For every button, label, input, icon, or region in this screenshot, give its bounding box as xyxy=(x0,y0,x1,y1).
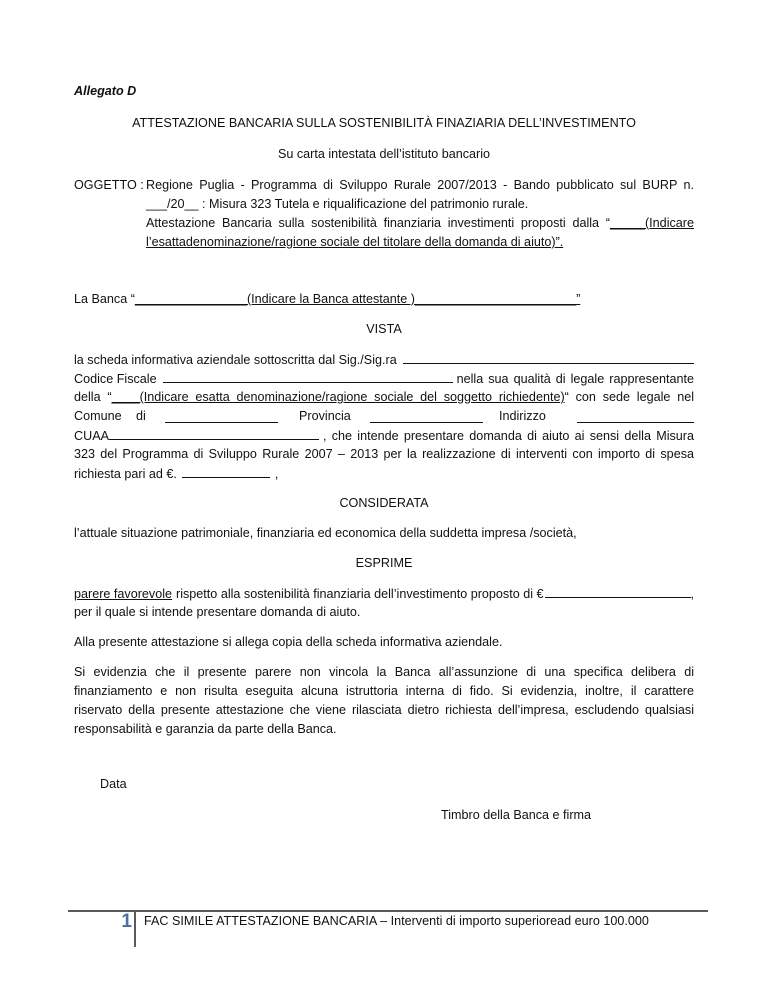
banca-line xyxy=(74,290,694,309)
evidenzia-line-1: Si evidenzia che il presente parere non vincola la Banca all’assunzione di una specifica delibera di xyxy=(74,665,694,679)
della-text: della “ xyxy=(74,390,112,404)
vista-line-1 xyxy=(74,350,694,370)
comune-label: Comune xyxy=(74,409,122,423)
richiesta-pari-text: richiesta pari ad €. xyxy=(74,467,177,481)
oggetto-line-4 xyxy=(146,233,694,252)
denominazione-richiedente-field: ____(Indicare esatta denominazione/ragione sociale del soggetto richiedente) xyxy=(111,390,565,404)
allega-paragraph: Alla presente attestazione si allega copia della scheda informativa aziendale. xyxy=(74,635,503,649)
evidenzia-line-3: riservato della presente attestazione che viene rilasciata dietro richiesta dell’impresa, escludendo qualsiasi xyxy=(74,703,694,717)
oggetto-end-quote: ”. xyxy=(555,235,564,249)
timbro-firma-label: Timbro della Banca e firma xyxy=(441,808,592,822)
banca-suffix: ” xyxy=(576,292,581,306)
attestazione-text: Attestazione Bancaria sulla sostenibilità finanziaria investimenti proposti dalla “ xyxy=(146,216,610,230)
cuaa-label: CUAA xyxy=(74,429,109,443)
evidenzia-line-4: responsabilità e garanzia da parte della Banca. xyxy=(74,722,337,736)
misura-323-text: : Misura 323 Tutela e riqualificazione del patrimonio rurale. xyxy=(198,197,529,211)
scheda-text: la scheda informativa aziendale sottoscritta dal Sig./Sig.ra xyxy=(74,353,397,367)
vista-line-6: 323 del Programma di Sviluppo Rurale 2007 – 2013 per la realizzazione di interventi con importo di spesa xyxy=(74,447,694,461)
codice-fiscale-blank xyxy=(163,369,453,383)
oggetto-label: OGGETTO : xyxy=(74,178,144,192)
sostenibilita-text: rispetto alla sostenibilità finanziaria dell’investimento proposto di € xyxy=(176,587,544,601)
cuaa-blank xyxy=(109,426,319,440)
oggetto-line-2 xyxy=(146,195,694,214)
vista-line-2 xyxy=(74,369,694,389)
sottoscritta-name-blank xyxy=(403,350,694,364)
vista-line-3 xyxy=(74,388,694,407)
vista-line-5 xyxy=(74,426,694,446)
sede-legale-text: “ con sede legale nel xyxy=(564,390,694,404)
document-title: ATTESTAZIONE BANCARIA SULLA SOSTENIBILITÀ FINAZIARIA DELL’INVESTIMENTO xyxy=(132,116,636,130)
banca-name-field: ________________(Indicare la Banca attestante )_______________________ xyxy=(134,292,577,306)
indicare-denominazione-start: _____(Indicare xyxy=(609,216,694,230)
intende-presentare-text: , che intende presentare domanda di aiuto ai sensi della Misura xyxy=(323,429,694,443)
esprime-heading: ESPRIME xyxy=(355,556,413,570)
indirizzo-blank xyxy=(577,409,694,423)
footer-divider xyxy=(134,911,136,947)
richiesta-comma: , xyxy=(274,467,279,481)
banca-prefix: La Banca “ xyxy=(74,292,135,306)
footer-text: FAC SIMILE ATTESTAZIONE BANCARIA – Interventi di importo superioread euro 100.000 xyxy=(144,914,649,928)
parere-favorevole: parere favorevole xyxy=(74,587,173,601)
allegato-label: Allegato D xyxy=(74,84,137,98)
provincia-label: Provincia xyxy=(299,409,351,423)
burp-year-blank: __ xyxy=(184,197,199,211)
document-subtitle: Su carta intestata dell’istituto bancario xyxy=(277,147,491,161)
burp-number-blank: ___ xyxy=(146,197,168,211)
investimento-importo-blank xyxy=(545,584,691,598)
oggetto-line-1: Regione Puglia - Programma di Sviluppo Rurale 2007/2013 - Bando pubblicato sul BURP n. xyxy=(146,178,694,192)
importo-blank xyxy=(182,464,270,478)
indicare-denominazione-end: l’esattadenominazione/ragione sociale del titolare della domanda di aiuto) xyxy=(146,235,556,249)
codice-fiscale-label: Codice Fiscale xyxy=(74,372,157,386)
data-label: Data xyxy=(100,777,127,791)
considerata-body: l’attuale situazione patrimoniale, finanziaria ed economica della suddetta impresa /società, xyxy=(74,526,577,540)
esprime-comma: , xyxy=(690,587,694,601)
considerata-heading: CONSIDERATA xyxy=(339,496,429,510)
di-label: di xyxy=(136,409,146,423)
comune-blank xyxy=(165,409,278,423)
burp-year-sep: /20 xyxy=(167,197,185,211)
legale-rappresentante-text: nella sua qualità di legale rappresentante xyxy=(456,372,694,386)
footer-rule xyxy=(68,910,708,912)
vista-heading: VISTA xyxy=(366,322,402,336)
indirizzo-label: Indirizzo xyxy=(499,409,546,423)
evidenzia-line-2: finanziamento e non risulta eseguita alcuna istruttoria interna di fido. Si evidenzia, inoltre, il carattere xyxy=(74,684,694,698)
esprime-line-2: per il quale si intende presentare domanda di aiuto. xyxy=(74,605,361,619)
esprime-line-1 xyxy=(74,584,694,604)
vista-line-7 xyxy=(74,464,694,484)
footer-page-number: 1 xyxy=(121,911,132,932)
oggetto-line-3 xyxy=(146,214,694,233)
provincia-blank xyxy=(370,409,483,423)
